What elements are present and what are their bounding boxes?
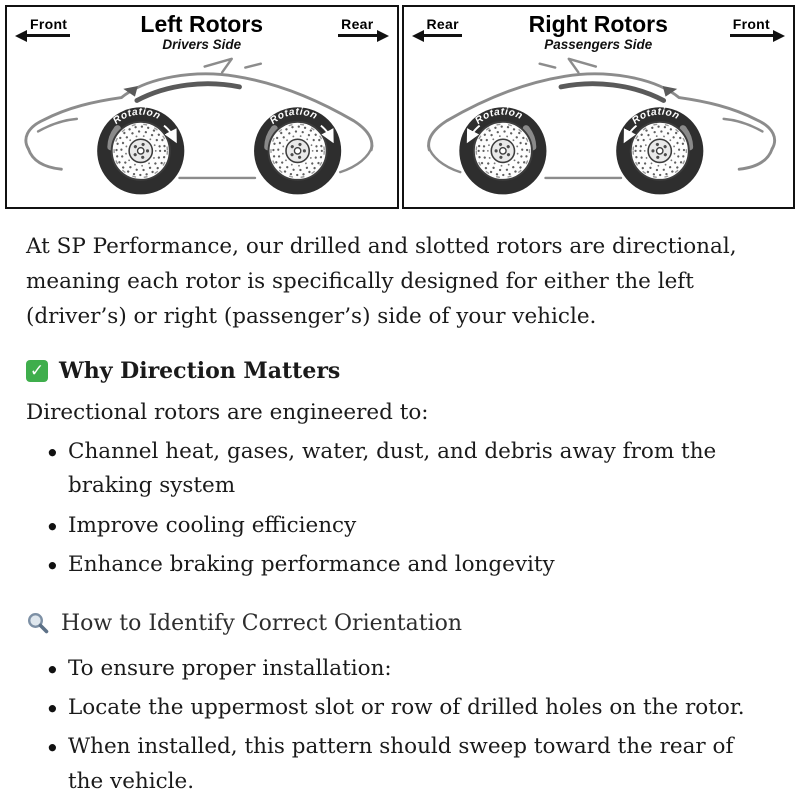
front-direction-indicator xyxy=(730,16,785,37)
panel-title: Left Rotors xyxy=(140,11,264,37)
rear-label: Rear xyxy=(338,16,376,37)
article-body xyxy=(0,209,800,799)
panel-title: Right Rotors xyxy=(528,11,668,37)
list-item: • To ensure proper installation: xyxy=(68,652,760,686)
section-heading-why-direction-matters xyxy=(26,358,760,384)
panel-subtitle: Drivers Side xyxy=(162,37,242,53)
rear-direction-indicator xyxy=(338,16,388,37)
list-item: • Channel heat, gases, water, dust, and debris away from the braking system xyxy=(68,435,760,504)
rotor-direction-diagram xyxy=(5,5,795,209)
front-direction-indicator xyxy=(15,16,70,37)
arrow-left-icon xyxy=(412,30,424,42)
rear-direction-indicator xyxy=(412,16,462,37)
right-panel-header xyxy=(404,7,794,54)
section1-lead: Directional rotors are engineered to: xyxy=(26,400,429,426)
rotation-label-front-right: Rotation xyxy=(629,106,681,127)
section-heading-text: How to Identify Correct Orientation xyxy=(61,610,463,636)
rotation-label-front-left: Rotation xyxy=(111,106,163,127)
list-item: • Enhance braking performance and longevity xyxy=(68,548,760,582)
arrow-right-icon xyxy=(377,30,389,42)
panel-subtitle: Passengers Side xyxy=(544,37,653,53)
right-rotors-panel xyxy=(402,5,796,209)
section1-bullet-list xyxy=(26,435,760,583)
car-illustration-right xyxy=(404,54,794,207)
rotation-label-rear-left: Rotation xyxy=(268,106,320,127)
front-label: Front xyxy=(27,16,70,37)
magnifier-icon xyxy=(26,611,50,635)
list-item: • When installed, this pattern should sweep toward the rear of the vehicle. xyxy=(68,730,760,799)
left-panel-header xyxy=(7,7,397,54)
intro-paragraph: At SP Performance, our drilled and slotted rotors are directional, meaning each rotor is specifically designed for either the left (driver’s) or right (passenger’s) side of your vehicle. xyxy=(26,234,737,330)
list-item: • Locate the uppermost slot or row of drilled holes on the rotor. xyxy=(68,691,760,725)
arrow-right-icon xyxy=(773,30,785,42)
front-label: Front xyxy=(730,16,773,37)
check-mark-icon: ✓ xyxy=(26,360,48,382)
rear-label: Rear xyxy=(424,16,462,37)
section-heading-text: Why Direction Matters xyxy=(59,358,341,385)
rotation-label-rear-right: Rotation xyxy=(472,106,524,127)
list-item: • Improve cooling efficiency xyxy=(68,509,760,543)
section-heading-identify-orientation xyxy=(26,611,760,636)
section2-bullet-list xyxy=(26,652,760,800)
arrow-left-icon xyxy=(15,30,27,42)
car-illustration-left xyxy=(7,54,397,207)
left-rotors-panel xyxy=(5,5,399,209)
